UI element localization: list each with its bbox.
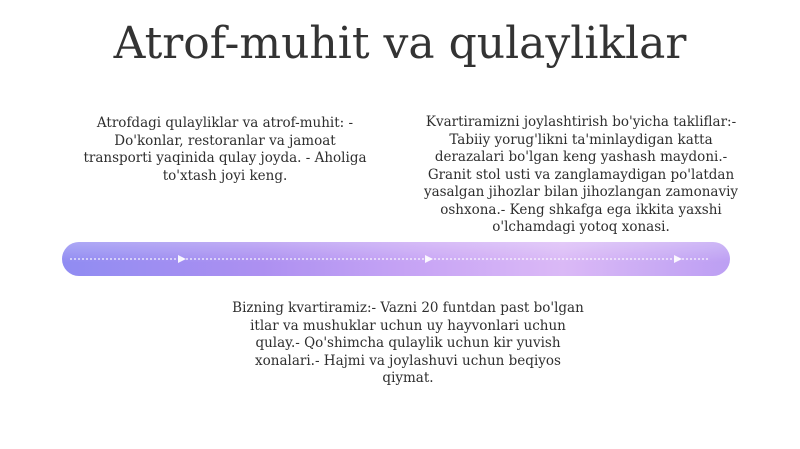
arrow-right-icon: [425, 255, 433, 263]
page-title: Atrof-muhit va qulayliklar: [113, 18, 687, 69]
timeline-arrows: [70, 253, 710, 265]
apartment-offer-text: Kvartiramizni joylashtirish bo'yicha takliflar:- Tabiiy yorug'likni ta'minlaydigan katta derazalari bo'lgan keng yashash maydoni.- Granit stol usti va zanglamaydigan po'latdan yasalgan jihozlar bilan jihozlangan zamonaviy oshxona.- Keng shkafga ega ikkita yaxshi o'lchamdagi yotoq xonasi.: [423, 114, 739, 235]
apartment-features-text: Bizning kvartiramiz:- Vazni 20 funtdan past bo'lgan itlar va mushuklar uchun uy hayvonlari uchun qulay.- Qo'shimcha qulaylik uchun kir yuvish xonalari.- Hajmi va joylashuvi uchun beqiyos qiymat.: [232, 300, 584, 386]
arrow-right-icon: [674, 255, 682, 263]
amenities-text: Atrofdagi qulayliklar va atrof-muhit: - Do'konlar, restoranlar va jamoat transporti yaqinida qulay joyda. - Aholiga to'xtash joyi keng.: [83, 115, 367, 184]
arrow-right-icon: [178, 255, 186, 263]
